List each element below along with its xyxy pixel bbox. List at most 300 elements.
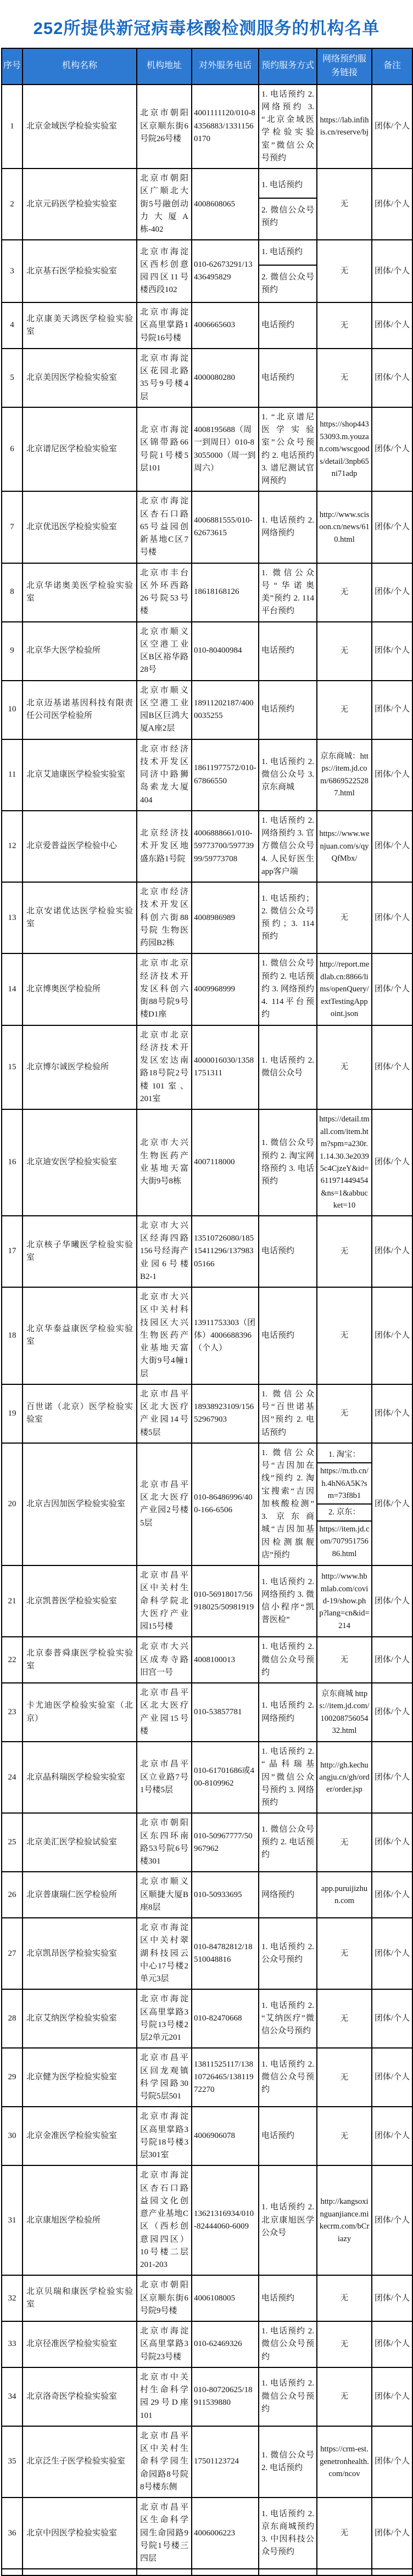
institution-name-cell: 北京博尔诚医学检验所: [23, 1025, 137, 1110]
table-row: [2, 1637, 412, 1683]
row-number-cell: 5: [2, 349, 23, 407]
table-row: [2, 563, 412, 622]
no-link-placeholder: 无: [340, 1655, 349, 1664]
institution-name-cell: 北京安诺优达医学检验实验室: [23, 882, 137, 953]
institution-name-cell: 北京美因医学检验实验室: [23, 349, 137, 407]
booking-method-cell: 1. “北京谱尼医学实验室”公众号预约 2. 电话预约 3. 谱尼测试官网预约: [259, 407, 317, 492]
table-row: [2, 240, 412, 302]
header-phone: 对外服务电话: [192, 48, 259, 85]
note-cell: 团体/个人: [372, 407, 412, 492]
booking-method-cell: 1. 微信公众号预约 2. 电话预约 3. 网络预约 4. 114平台预约: [259, 953, 317, 1025]
link-cell: [317, 2498, 372, 2569]
phone-cell: 010-53857781: [192, 1683, 259, 1742]
row-number-cell: 16: [2, 1109, 23, 1216]
link-cell: http://www.scisoon.cn/news/610.html: [317, 491, 372, 563]
table-row: [2, 2048, 412, 2107]
row-number-cell: 31: [2, 2165, 23, 2275]
note-cell: 团体/个人: [372, 491, 412, 563]
link-cell: https://www.wenjuan.com/s/qyQfMbx/: [317, 811, 372, 882]
row-number-cell: 19: [2, 1384, 23, 1443]
link-cell: [317, 169, 372, 240]
row-number-cell: 1: [2, 85, 23, 169]
link-cell: http://kangsoxinguanjiance.mikecrm.com/bCriazy: [317, 2165, 372, 2275]
phone-cell: 4006108005: [192, 2275, 259, 2321]
table-row: [2, 811, 412, 882]
link-cell: [317, 1287, 372, 1384]
phone-cell: 010-80400984: [192, 622, 259, 681]
row-number-cell: 15: [2, 1025, 23, 1110]
table-row: [2, 2498, 412, 2569]
booking-method-cell: 1. 微信公众号“百世诺基因”预约 2. 电话预约: [259, 1384, 317, 1443]
address-cell: 北京市昌平区北大医疗产业园15号楼: [137, 1683, 192, 1742]
address-cell: 北京市海淀区中关村翠湖科技园云中心17号楼2单元3层: [137, 1918, 192, 1989]
cutoff-cell: [372, 2569, 412, 2575]
link-cell: [317, 622, 372, 681]
address-cell: 北京市海淀区高里掌路1号院16号楼: [137, 302, 192, 349]
link-cell-segment: 1. 淘宝：: [328, 1450, 360, 1459]
note-cell: 团体/个人: [372, 1109, 412, 1216]
table-row: [2, 1989, 412, 2048]
institution-name-cell: 卡尤迪医学检验实验室（北京）: [23, 1683, 137, 1742]
row-number-cell: 32: [2, 2275, 23, 2321]
note-cell: 团体/个人: [372, 349, 412, 407]
booking-method-cell: 电话预约: [259, 2275, 317, 2321]
institution-name-cell: 北京华大医学检验所: [23, 622, 137, 681]
booking-method-cell: 电话预约: [259, 302, 317, 349]
phone-cell: 4008608065: [192, 169, 259, 240]
note-cell: 团体/个人: [372, 1287, 412, 1384]
note-cell: 团体/个人: [372, 2321, 412, 2367]
link-cell-segment: https://m.tb.cn/h.4hN6A5K?sm=73f8b1: [317, 1462, 371, 1503]
address-cell: 北京市昌平区立业路7号1号楼5层: [137, 1742, 192, 1813]
address-cell: 北京市昌平区中关村生命科学园生命园路8号院 8号楼东侧: [137, 2426, 192, 2498]
booking-method-cell: 电话预约: [259, 349, 317, 407]
address-cell: 北京市大兴区成寿寺路旧宫一号: [137, 1637, 192, 1683]
address-cell: 北京市海淀区西杉创意园四区11号楼西段102: [137, 240, 192, 302]
row-number-cell: 30: [2, 2107, 23, 2165]
institution-name-cell: 北京优迅医学检验实验室: [23, 491, 137, 563]
note-cell: 团体/个人: [372, 882, 412, 953]
note-cell: 团体/个人: [372, 739, 412, 811]
booking-method-cell: 1. 电话预约 2. 微信公众号预约: [259, 2321, 317, 2367]
phone-cell: 010-62673291/13436495829: [192, 240, 259, 302]
institution-name-cell: 北京凯普医学检验实验室: [23, 1565, 137, 1637]
institution-name-cell: 北京艾纳医学检验实验室: [23, 1989, 137, 2048]
institution-name-cell: 北京基石医学检验实验室: [23, 240, 137, 302]
no-link-placeholder: 无: [340, 1949, 349, 1958]
link-cell: [317, 2107, 372, 2165]
cutoff-cell: [317, 2569, 372, 2575]
row-number-cell: 28: [2, 1989, 23, 2048]
phone-cell: 18611977572/010-67866550: [192, 739, 259, 811]
booking-method-cell: 1. 微信公众号“华诺奥美”预约 2. 114平台预约: [259, 563, 317, 622]
phone-cell: 4008100013: [192, 1637, 259, 1683]
institution-name-cell: 北京康美天鸿医学检验实验室: [23, 302, 137, 349]
booking-method-cell: 1. 电话预约 2. 京东商城预约 3. 中因科技公众号预约: [259, 2498, 317, 2569]
table-row: [2, 622, 412, 681]
cutoff-cell: [259, 2569, 317, 2575]
row-number-cell: 18: [2, 1287, 23, 1384]
address-cell: 北京市中关村生命科学园29号D座101: [137, 2367, 192, 2426]
note-cell: 团体/个人: [372, 563, 412, 622]
header-seq: 序号: [2, 48, 23, 85]
row-number-cell: 33: [2, 2321, 23, 2367]
no-link-placeholder: 无: [340, 266, 349, 276]
institution-name-cell: 北京普康瑞仁医学检验所: [23, 1872, 137, 1918]
row-number-cell: 35: [2, 2426, 23, 2498]
table-row: [2, 739, 412, 811]
note-cell: 团体/个人: [372, 1443, 412, 1565]
table-row: [2, 1813, 412, 1872]
institution-name-cell: 北京华诺奥美医学检验实验室: [23, 563, 137, 622]
row-number-cell: 22: [2, 1637, 23, 1683]
institution-name-cell: 北京谱尼医学检验实验室: [23, 407, 137, 492]
table-row: [2, 1872, 412, 1918]
table-row: [2, 1742, 412, 1813]
booking-method-cell: 电话预约: [259, 622, 317, 681]
phone-cell: 13811525117/13810726465/13811972270: [192, 2048, 259, 2107]
booking-method-cell: 1. 电话预约 2. 微信公众号: [259, 1025, 317, 1110]
link-cell: [317, 240, 372, 302]
phone-cell: 4000016030/13581751311: [192, 1025, 259, 1110]
phone-cell: 13911753303（团体）4006688396（个人）: [192, 1287, 259, 1384]
row-number-cell: 10: [2, 681, 23, 739]
no-link-placeholder: 无: [340, 1331, 349, 1340]
address-cell: 北京市海淀区花园北路35号9号楼4层: [137, 349, 192, 407]
row-number-cell: 9: [2, 622, 23, 681]
table-row: [2, 1443, 412, 1565]
table-row: [2, 85, 412, 169]
note-cell: 团体/个人: [372, 1872, 412, 1918]
link-cell-segment: 2. 京东：: [317, 1503, 371, 1520]
table-row: [2, 1109, 412, 1216]
booking-method-cell: 电话预约: [259, 2107, 317, 2165]
note-cell: 团体/个人: [372, 1216, 412, 1287]
phone-cell: 4007118000: [192, 1109, 259, 1216]
booking-method-cell: 1. 电话预约 2. 微信公众号预约: [259, 2367, 317, 2426]
booking-method-cell: 1. 电话预约 2. 微信公众号预约: [259, 2048, 317, 2107]
link-cell: [317, 302, 372, 349]
link-cell: http://www.hbmlab.com/covid-19/show.php?lang=cn&id=214: [317, 1565, 372, 1637]
institution-name-cell: 北京泛生子医学检验实验室: [23, 2426, 137, 2498]
institution-name-cell: 北京中因医学检验实验室: [23, 2498, 137, 2569]
phone-cell: 4008986989: [192, 882, 259, 953]
booking-method-cell: [259, 169, 317, 240]
booking-method-cell: 1. 电话预约 2. 公众号预约: [259, 1918, 317, 1989]
institution-name-cell: 北京爱普益医学检验中心: [23, 811, 137, 882]
table-row: [2, 1025, 412, 1110]
institution-name-cell: 北京华泰益康医学检验实验室: [23, 1287, 137, 1384]
link-cell: https://crm-est.genetronhealth.com/ncov: [317, 2426, 372, 2498]
cutoff-cell: [2, 2569, 23, 2575]
phone-cell: 4008195688（周一到周日）010-83055000（周一到周六）: [192, 407, 259, 492]
phone-cell: 18938923109/15652967903: [192, 1384, 259, 1443]
phone-cell: 010-62469326: [192, 2321, 259, 2367]
row-number-cell: 34: [2, 2367, 23, 2426]
row-number-cell: 20: [2, 1443, 23, 1565]
no-link-placeholder: 无: [340, 587, 349, 597]
cutoff-cell: [192, 2569, 259, 2575]
booking-method-cell: 1. 电话预约；2. 微信公众号预约；3. 114预约: [259, 882, 317, 953]
booking-method-cell-segment: 2. 微信公众号预约: [259, 198, 316, 235]
note-cell: 团体/个人: [372, 1683, 412, 1742]
row-number-cell: 4: [2, 302, 23, 349]
row-number-cell: 14: [2, 953, 23, 1025]
table-row: [2, 2275, 412, 2321]
link-cell: https://detail.tmall.com/item.htm?spm=a230r.1.14.30.3e20395c4CjzeY&id=611971449454&ns=1&abbucket=10: [317, 1109, 372, 1216]
note-cell: 团体/个人: [372, 302, 412, 349]
no-link-placeholder: 无: [340, 2131, 349, 2141]
phone-cell: 010-50967777/50967962: [192, 1813, 259, 1872]
no-link-placeholder: 无: [340, 1063, 349, 1072]
note-cell: 团体/个人: [372, 1637, 412, 1683]
table-row: [2, 1565, 412, 1637]
note-cell: 团体/个人: [372, 169, 412, 240]
institution-name-cell: 北京艾迪康医学检验实验室: [23, 739, 137, 811]
institution-name-cell: 北京泰普舜康医学检验实验室: [23, 1637, 137, 1683]
table-row: [2, 953, 412, 1025]
phone-cell: 4006888661/010-59773700/59773999/59773708: [192, 811, 259, 882]
link-cell: 京东商城：https://item.jd.com/68695225287.html: [317, 739, 372, 811]
row-number-cell: 7: [2, 491, 23, 563]
row-number-cell: 27: [2, 1918, 23, 1989]
header-booking: 预约服务方式: [259, 48, 317, 85]
row-number-cell: 36: [2, 2498, 23, 2569]
link-cell: app.puruijizhun.com: [317, 1872, 372, 1918]
row-number-cell: 25: [2, 1813, 23, 1872]
booking-method-cell-segment: 1. 电话预约: [261, 181, 303, 190]
table-row: [2, 681, 412, 739]
row-number-cell: 3: [2, 240, 23, 302]
address-cell: 北京市海淀区高里掌路3号院23号楼: [137, 2321, 192, 2367]
note-cell: 团体/个人: [372, 2275, 412, 2321]
no-link-placeholder: 无: [340, 646, 349, 655]
institution-name-cell: 北京元码医学检验实验室: [23, 169, 137, 240]
institution-name-cell: 北京贝瑞和康医学检验实验室: [23, 2275, 137, 2321]
booking-method-cell: 1. 微信公众号预约 2. 电话预约: [259, 1813, 317, 1872]
institution-name-cell: 北京美汇医学检验试验室: [23, 1813, 137, 1872]
address-cell: 北京市大兴区经海四路156号经海产业园6号楼B2-1: [137, 1216, 192, 1287]
link-cell-segment: https://item.jd.com/70795175686.html: [317, 1520, 371, 1562]
address-cell: 北京市大兴区中关村科技园区大兴生物医药产业基地天富大街9号4幢1层: [137, 1287, 192, 1384]
note-cell: 团体/个人: [372, 2498, 412, 2569]
link-cell: [317, 1025, 372, 1110]
link-cell: [317, 1384, 372, 1443]
address-cell: 北京市朝阳区京顺东街6号院26号楼: [137, 85, 192, 169]
phone-cell: 4001111120/010-84356883/13311560170: [192, 85, 259, 169]
institution-name-cell: 北京晶科瑞医学检验实验室: [23, 1742, 137, 1813]
address-cell: 北京市顺义区空港工业园B区巨鸿大厦A座2层: [137, 681, 192, 739]
booking-method-cell: 1. 电话预约 2. 网络预约 3. 微信小程序“凯普医检”: [259, 1565, 317, 1637]
link-cell: [317, 681, 372, 739]
booking-method-cell: 1. 微信公众号 2. 电话预约: [259, 2426, 317, 2498]
institution-name-cell: 北京洛奇医学检验实验室: [23, 2367, 137, 2426]
link-cell: [317, 1637, 372, 1683]
phone-cell: 13621316934/010-82444060-6009: [192, 2165, 259, 2275]
phone-cell: 4006881555/010-62673615: [192, 491, 259, 563]
booking-method-cell: 1. 微信公众号“吉因加在线”预约 2. 淘宝搜索“吉因加核酸检测” 3. 京东商城“吉因加基因检测旗舰店”预约: [259, 1443, 317, 1565]
phone-cell: 010-82470668: [192, 1989, 259, 2048]
phone-cell: 13510726080/18515411296/13798305166: [192, 1216, 259, 1287]
table-row: [2, 1683, 412, 1742]
institutions-table: [1, 48, 413, 2576]
institution-name-cell: 北京凯昂医学检验实验室: [23, 1918, 137, 1989]
address-cell: 北京市朝阳区广顺北大街5号融创动力大厦A栋-402: [137, 169, 192, 240]
table-row: [2, 2426, 412, 2498]
no-link-placeholder: 无: [340, 2339, 349, 2349]
booking-method-cell: 1. 电话预约 2. 微信公众号预约: [259, 1637, 317, 1683]
no-link-placeholder: 无: [340, 373, 349, 383]
table-row: [2, 2321, 412, 2367]
note-cell: 团体/个人: [372, 2367, 412, 2426]
no-link-placeholder: 无: [340, 1838, 349, 1847]
phone-cell: 010-61701686或400-8109962: [192, 1742, 259, 1813]
address-cell: 北京市朝阳区京顺东街6号院9号楼: [137, 2275, 192, 2321]
address-cell: 北京经济技术开发区地盛东路1号院: [137, 811, 192, 882]
note-cell: 团体/个人: [372, 953, 412, 1025]
link-cell: https://lab.infihis.cn/reserve/bj: [317, 85, 372, 169]
institution-name-cell: 北京径准医学检验实验室: [23, 2321, 137, 2367]
link-cell: 京东商城 https://item.jd.com/10020875605432.html: [317, 1683, 372, 1742]
link-cell: [317, 1216, 372, 1287]
note-cell: 团体/个人: [372, 1813, 412, 1872]
address-cell: 北京市海淀区高里掌路3号院18号楼3层301室: [137, 2107, 192, 2165]
address-cell: 北京市经济技术开发区科创六街88号院 生物医药园B2栋: [137, 882, 192, 953]
address-cell: 北京市顺义区空港工业区B区裕华路28号: [137, 622, 192, 681]
address-cell: 北京市海淀区杏石口路65号益园创新基地C区7号楼: [137, 491, 192, 563]
note-cell: 团体/个人: [372, 1565, 412, 1637]
cutoff-row: [2, 2569, 412, 2575]
institution-name-cell: 北京金准医学检验实验室: [23, 2107, 137, 2165]
no-link-placeholder: 无: [340, 2293, 349, 2303]
address-cell: 北京市海淀区锦带路66号院1号楼5层101: [137, 407, 192, 492]
booking-method-cell: 1. 微信公众号预约 2. 淘宝网络预约 3. 电话预约: [259, 1109, 317, 1216]
header-address: 机构地址: [137, 48, 192, 85]
table-row: [2, 407, 412, 492]
no-link-placeholder: 无: [340, 199, 349, 209]
row-number-cell: 17: [2, 1216, 23, 1287]
table-row: [2, 2367, 412, 2426]
no-link-placeholder: 无: [340, 2073, 349, 2082]
booking-method-cell: 电话预约: [259, 681, 317, 739]
table-row: [2, 169, 412, 240]
phone-cell: 17501123724: [192, 2426, 259, 2498]
phone-cell: 010-84782812/18510048816: [192, 1918, 259, 1989]
note-cell: 团体/个人: [372, 811, 412, 882]
table-row: [2, 882, 412, 953]
phone-cell: 010-56918017/56918025/50981919: [192, 1565, 259, 1637]
note-cell: 团体/个人: [372, 622, 412, 681]
booking-method-cell: 1. 电话预约 2. “晶科瑞基因”微信公众号预约 3. 网络预约: [259, 1742, 317, 1813]
no-link-placeholder: 无: [340, 2392, 349, 2401]
booking-method-cell: 1. 电话预约 2. 北京康旭医学公众号: [259, 2165, 317, 2275]
note-cell: 团体/个人: [372, 1742, 412, 1813]
booking-method-cell-segment: 2. 微信公众号预约: [259, 265, 316, 302]
row-number-cell: 26: [2, 1872, 23, 1918]
row-number-cell: 12: [2, 811, 23, 882]
phone-cell: 010-50933695: [192, 1872, 259, 1918]
link-cell: [317, 563, 372, 622]
phone-cell: 4006006223: [192, 2498, 259, 2569]
institution-name-cell: 北京博奥医学检验所: [23, 953, 137, 1025]
link-cell: [317, 2048, 372, 2107]
booking-method-cell: 1. 电话预约 2. 网络预约: [259, 491, 317, 563]
booking-method-cell: 电话预约: [259, 1287, 317, 1384]
institution-name-cell: 北京健为医学检验实验室: [23, 2048, 137, 2107]
phone-cell: 4006665603: [192, 302, 259, 349]
address-cell: 北京市昌平区中关村生命科学院北大医疗产业园15号楼: [137, 1565, 192, 1637]
row-number-cell: 21: [2, 1565, 23, 1637]
no-link-placeholder: 无: [340, 913, 349, 922]
link-cell: http://gh.kechuangju.cn/gh/order/order.jsp: [317, 1742, 372, 1813]
no-link-placeholder: 无: [340, 1409, 349, 1418]
header-name: 机构名称: [23, 48, 137, 85]
header-link: 网络预约服务链接: [317, 48, 372, 85]
link-cell: [317, 2321, 372, 2367]
booking-method-cell: 电话预约: [259, 1216, 317, 1287]
row-number-cell: 2: [2, 169, 23, 240]
note-cell: 团体/个人: [372, 1384, 412, 1443]
link-cell: [317, 349, 372, 407]
institution-name-cell: 北京金域医学检验实验室: [23, 85, 137, 169]
booking-method-cell: 网络预约: [259, 1872, 317, 1918]
note-cell: 团体/个人: [372, 2426, 412, 2498]
row-number-cell: 6: [2, 407, 23, 492]
link-cell: [317, 2275, 372, 2321]
address-cell: 北京市大兴生物医药产业基地天富大街9号8栋: [137, 1109, 192, 1216]
link-cell: http://report.medlab.cn:8866/lims/openQuery/extTestingAppoint.json: [317, 953, 372, 1025]
no-link-placeholder: 无: [340, 2014, 349, 2023]
phone-cell: 4006906078: [192, 2107, 259, 2165]
no-link-placeholder: 无: [340, 321, 349, 330]
address-cell: 北京市昌平区北大医疗产业园2号楼5层: [137, 1443, 192, 1565]
table-row: [2, 1216, 412, 1287]
no-link-placeholder: 无: [340, 1247, 349, 1256]
booking-method-cell-segment: 1. 电话预约: [261, 248, 303, 257]
note-cell: 团体/个人: [372, 1025, 412, 1110]
table-row: [2, 1287, 412, 1384]
institution-name-cell: 百世诺（北京）医学检验实验室: [23, 1384, 137, 1443]
address-cell: 北京市朝阳区东四环南路53号院6号楼301: [137, 1813, 192, 1872]
row-number-cell: 11: [2, 739, 23, 811]
page-title: 252所提供新冠病毒核酸检测服务的机构名单: [33, 19, 380, 38]
table-row: [2, 1384, 412, 1443]
phone-cell: 4000080280: [192, 349, 259, 407]
table-row: [2, 491, 412, 563]
header-note: 备注: [372, 48, 412, 85]
link-cell: [317, 1918, 372, 1989]
institution-name-cell: 北京核子华曦医学检验实验室: [23, 1216, 137, 1287]
cutoff-cell: [137, 2569, 192, 2575]
row-number-cell: 13: [2, 882, 23, 953]
note-cell: 团体/个人: [372, 2165, 412, 2275]
phone-cell: 18911202187/4000035255: [192, 681, 259, 739]
booking-method-cell: 1. 电话预约 2. “艾纳医疗”微信公众号预约: [259, 1989, 317, 2048]
note-cell: 团体/个人: [372, 85, 412, 169]
note-cell: 团体/个人: [372, 240, 412, 302]
note-cell: 团体/个人: [372, 1918, 412, 1989]
institution-name-cell: 北京迪安医学检验实验室: [23, 1109, 137, 1216]
table-header: [2, 48, 412, 85]
row-number-cell: 29: [2, 2048, 23, 2107]
link-cell: https://shop44353093.m.youzan.com/wscgoods/detail/3npb65ni71adp: [317, 407, 372, 492]
row-number-cell: 24: [2, 1742, 23, 1813]
table-row: [2, 1918, 412, 1989]
phone-cell: 010-86486996/400-166-6506: [192, 1443, 259, 1565]
booking-method-cell: [259, 240, 317, 302]
phone-cell: 010-80720625/18911539880: [192, 2367, 259, 2426]
link-cell: [317, 1813, 372, 1872]
